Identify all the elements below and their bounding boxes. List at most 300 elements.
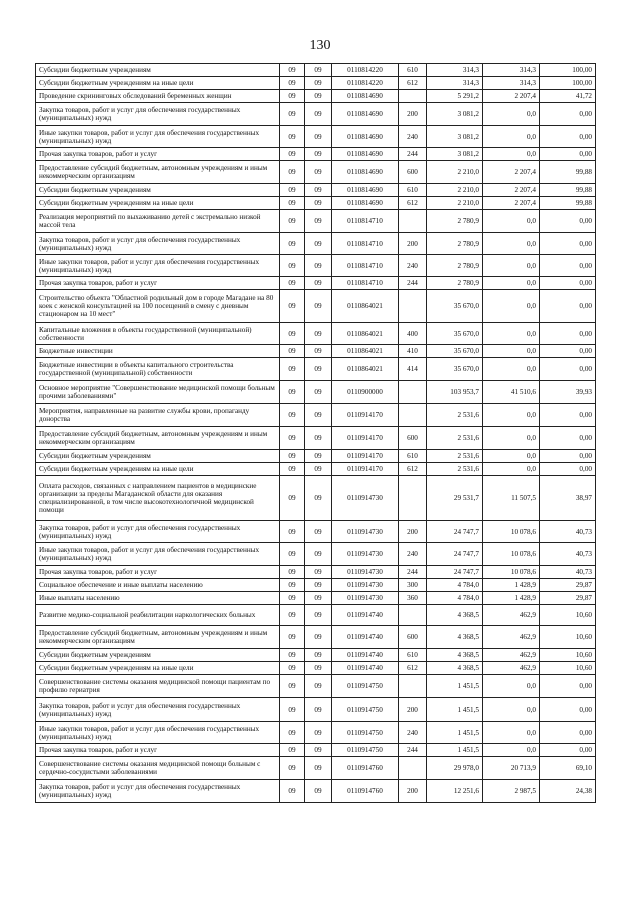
row-subsection: 09 [305,358,332,381]
row-planned-amount: 29 531,7 [427,476,483,521]
row-planned-amount: 1 451,5 [427,675,483,698]
table-row [36,161,596,184]
table-row [36,277,596,290]
row-section: 09 [280,698,305,722]
row-executed-amount: 2 207,4 [483,161,540,184]
table-row [36,698,596,722]
row-section: 09 [280,605,305,626]
row-name: Субсидии бюджетным учреждениям [36,184,280,197]
row-target-article: 0110914730 [332,521,399,543]
row-execution-percent: 100,00 [540,64,596,77]
row-execution-percent: 29,87 [540,579,596,592]
row-name: Социальное обеспечение и иные выплаты населению [36,579,280,592]
row-section: 09 [280,197,305,210]
row-executed-amount: 2 207,4 [483,90,540,103]
row-target-article: 0110914170 [332,450,399,463]
row-executed-amount: 1 428,9 [483,579,540,592]
row-target-article: 0110914760 [332,757,399,780]
row-target-article: 0110814690 [332,161,399,184]
row-expense-type: 414 [399,358,427,381]
row-section: 09 [280,233,305,255]
row-planned-amount: 2 780,9 [427,210,483,233]
row-planned-amount: 2 210,0 [427,197,483,210]
table-row [36,148,596,161]
row-section: 09 [280,255,305,277]
table-row [36,184,596,197]
row-planned-amount: 4 368,5 [427,662,483,675]
row-target-article: 0110914730 [332,476,399,521]
row-execution-percent: 99,88 [540,197,596,210]
row-executed-amount: 0,0 [483,427,540,450]
row-execution-percent: 0,00 [540,463,596,476]
row-execution-percent: 10,60 [540,662,596,675]
row-section: 09 [280,277,305,290]
row-expense-type: 410 [399,345,427,358]
row-executed-amount: 2 207,4 [483,197,540,210]
row-planned-amount: 314,3 [427,64,483,77]
table-row [36,744,596,757]
row-target-article: 0110814710 [332,210,399,233]
row-execution-percent: 40,73 [540,566,596,579]
row-execution-percent: 29,87 [540,592,596,605]
row-subsection: 09 [305,450,332,463]
row-expense-type [399,605,427,626]
row-execution-percent: 0,00 [540,675,596,698]
row-name: Субсидии бюджетным учреждениям [36,450,280,463]
row-execution-percent: 10,60 [540,626,596,649]
row-target-article: 0110864021 [332,290,399,323]
row-subsection: 09 [305,626,332,649]
row-expense-type [399,210,427,233]
row-execution-percent: 38,97 [540,476,596,521]
row-execution-percent: 39,93 [540,381,596,404]
row-section: 09 [280,476,305,521]
table-row [36,233,596,255]
row-name: Прочая закупка товаров, работ и услуг [36,566,280,579]
row-section: 09 [280,148,305,161]
row-executed-amount: 0,0 [483,148,540,161]
row-subsection: 09 [305,277,332,290]
row-planned-amount: 4 368,5 [427,605,483,626]
row-executed-amount: 1 428,9 [483,592,540,605]
row-execution-percent: 0,00 [540,722,596,744]
row-subsection: 09 [305,463,332,476]
row-target-article: 0110814710 [332,277,399,290]
table-row [36,592,596,605]
row-section: 09 [280,543,305,566]
row-expense-type: 612 [399,197,427,210]
row-name: Предоставление субсидий бюджетным, автономным учреждениям и иным некоммерческим организациям [36,626,280,649]
row-executed-amount: 10 078,6 [483,543,540,566]
row-expense-type: 244 [399,148,427,161]
row-executed-amount: 462,9 [483,605,540,626]
row-expense-type: 200 [399,698,427,722]
row-executed-amount: 0,0 [483,103,540,126]
row-execution-percent: 10,60 [540,605,596,626]
row-target-article: 0110914740 [332,662,399,675]
row-expense-type [399,675,427,698]
row-section: 09 [280,77,305,90]
row-executed-amount: 0,0 [483,277,540,290]
row-section: 09 [280,626,305,649]
row-subsection: 09 [305,255,332,277]
row-execution-percent: 0,00 [540,255,596,277]
row-name: Проведение скрининговых обследований беременных женщин [36,90,280,103]
row-subsection: 09 [305,290,332,323]
row-expense-type [399,381,427,404]
row-executed-amount: 462,9 [483,649,540,662]
row-target-article: 0110814220 [332,77,399,90]
row-expense-type: 244 [399,277,427,290]
table-row [36,381,596,404]
row-execution-percent: 0,00 [540,290,596,323]
row-planned-amount: 2 531,6 [427,450,483,463]
row-subsection: 09 [305,161,332,184]
row-executed-amount: 2 207,4 [483,184,540,197]
row-target-article: 0110864021 [332,323,399,345]
row-name: Строительство объекта "Областной родильный дом в городе Магадане на 80 коек с женской консультацией на 100 посещений в смену с дневным стационаром на 10 мест" [36,290,280,323]
row-name: Предоставление субсидий бюджетным, автономным учреждениям и иным некоммерческим организациям [36,427,280,450]
row-executed-amount: 0,0 [483,233,540,255]
row-target-article: 0110900000 [332,381,399,404]
row-execution-percent: 69,10 [540,757,596,780]
row-executed-amount: 10 078,6 [483,521,540,543]
row-name: Бюджетные инвестиции [36,345,280,358]
row-planned-amount: 3 081,2 [427,148,483,161]
table-row [36,323,596,345]
row-executed-amount: 20 713,9 [483,757,540,780]
row-planned-amount: 2 780,9 [427,277,483,290]
row-subsection: 09 [305,148,332,161]
row-expense-type: 200 [399,521,427,543]
row-planned-amount: 2 780,9 [427,233,483,255]
row-target-article: 0110814710 [332,255,399,277]
row-expense-type [399,90,427,103]
table-row [36,579,596,592]
table-row [36,780,596,803]
row-subsection: 09 [305,77,332,90]
row-expense-type: 200 [399,233,427,255]
row-subsection: 09 [305,184,332,197]
table-row [36,404,596,427]
row-planned-amount: 4 784,0 [427,579,483,592]
row-expense-type: 200 [399,780,427,803]
row-expense-type: 200 [399,103,427,126]
row-executed-amount: 0,0 [483,404,540,427]
table-row [36,290,596,323]
row-planned-amount: 4 368,5 [427,626,483,649]
row-executed-amount: 0,0 [483,210,540,233]
row-target-article: 0110914740 [332,605,399,626]
row-target-article: 0110814220 [332,64,399,77]
row-name: Оплата расходов, связанных с направлением пациентов в медицинские организации за пределы Магаданской области для оказания специализированной, в том числе высокотехнологичной медицинской помощи [36,476,280,521]
row-planned-amount: 35 670,0 [427,345,483,358]
row-subsection: 09 [305,323,332,345]
row-name: Субсидии бюджетным учреждениям на иные цели [36,662,280,675]
row-section: 09 [280,722,305,744]
row-execution-percent: 99,88 [540,184,596,197]
row-expense-type: 612 [399,463,427,476]
table-row [36,662,596,675]
row-section: 09 [280,427,305,450]
row-planned-amount: 2 531,6 [427,427,483,450]
row-planned-amount: 5 291,2 [427,90,483,103]
row-subsection: 09 [305,744,332,757]
row-name: Иные закупки товаров, работ и услуг для обеспечения государственных (муниципальных) нужд [36,543,280,566]
table-row [36,90,596,103]
row-planned-amount: 24 747,7 [427,521,483,543]
row-subsection: 09 [305,197,332,210]
row-section: 09 [280,404,305,427]
row-name: Субсидии бюджетным учреждениям на иные цели [36,463,280,476]
row-executed-amount: 41 510,6 [483,381,540,404]
row-executed-amount: 0,0 [483,744,540,757]
row-expense-type: 612 [399,77,427,90]
row-target-article: 0110814690 [332,103,399,126]
row-expense-type: 240 [399,543,427,566]
row-target-article: 0110814690 [332,90,399,103]
row-name: Закупка товаров, работ и услуг для обеспечения государственных (муниципальных) нужд [36,103,280,126]
row-target-article: 0110814690 [332,197,399,210]
row-execution-percent: 0,00 [540,210,596,233]
row-expense-type: 240 [399,255,427,277]
row-expense-type: 610 [399,64,427,77]
table-row [36,255,596,277]
row-expense-type: 600 [399,427,427,450]
row-executed-amount: 314,3 [483,77,540,90]
row-name: Мероприятия, направленные на развитие службы крови, пропаганду донорства [36,404,280,427]
row-expense-type: 240 [399,126,427,148]
row-expense-type [399,757,427,780]
table-row [36,345,596,358]
row-subsection: 09 [305,345,332,358]
row-planned-amount: 24 747,7 [427,543,483,566]
row-expense-type [399,404,427,427]
row-execution-percent: 41,72 [540,90,596,103]
row-expense-type: 360 [399,592,427,605]
table-row [36,722,596,744]
row-executed-amount: 2 987,5 [483,780,540,803]
row-name: Совершенствование системы оказания медицинской помощи пациентам по профилю гериатрия [36,675,280,698]
row-section: 09 [280,675,305,698]
row-executed-amount: 0,0 [483,675,540,698]
row-subsection: 09 [305,521,332,543]
row-name: Иные закупки товаров, работ и услуг для обеспечения государственных (муниципальных) нужд [36,255,280,277]
row-section: 09 [280,210,305,233]
row-section: 09 [280,323,305,345]
row-target-article: 0110914730 [332,543,399,566]
row-target-article: 0110814690 [332,148,399,161]
row-execution-percent: 0,00 [540,345,596,358]
row-planned-amount: 12 251,6 [427,780,483,803]
row-section: 09 [280,161,305,184]
row-planned-amount: 2 210,0 [427,161,483,184]
row-expense-type: 244 [399,744,427,757]
row-target-article: 0110814690 [332,184,399,197]
row-expense-type [399,290,427,323]
row-section: 09 [280,126,305,148]
row-section: 09 [280,463,305,476]
table-row [36,450,596,463]
row-subsection: 09 [305,64,332,77]
row-execution-percent: 10,60 [540,649,596,662]
row-name: Закупка товаров, работ и услуг для обеспечения государственных (муниципальных) нужд [36,521,280,543]
row-section: 09 [280,566,305,579]
table-row [36,521,596,543]
row-name: Субсидии бюджетным учреждениям на иные цели [36,77,280,90]
row-subsection: 09 [305,427,332,450]
row-executed-amount: 11 507,5 [483,476,540,521]
row-target-article: 0110814690 [332,126,399,148]
row-expense-type: 610 [399,450,427,463]
row-section: 09 [280,579,305,592]
table-row [36,649,596,662]
row-executed-amount: 0,0 [483,463,540,476]
row-expense-type: 600 [399,626,427,649]
row-executed-amount: 0,0 [483,345,540,358]
row-expense-type: 240 [399,722,427,744]
row-target-article: 0110914730 [332,579,399,592]
row-subsection: 09 [305,126,332,148]
row-target-article: 0110914170 [332,404,399,427]
row-execution-percent: 40,73 [540,543,596,566]
row-subsection: 09 [305,649,332,662]
row-executed-amount: 0,0 [483,450,540,463]
row-target-article: 0110864021 [332,345,399,358]
row-name: Бюджетные инвестиции в объекты капитального строительства государственной (муниципальной) собственности [36,358,280,381]
row-subsection: 09 [305,579,332,592]
row-subsection: 09 [305,404,332,427]
row-name: Реализация мероприятий по выхаживанию детей с экстремально низкой массой тела [36,210,280,233]
row-expense-type: 400 [399,323,427,345]
row-target-article: 0110914750 [332,698,399,722]
row-target-article: 0110864021 [332,358,399,381]
row-planned-amount: 2 531,6 [427,463,483,476]
row-execution-percent: 0,00 [540,358,596,381]
row-executed-amount: 10 078,6 [483,566,540,579]
row-planned-amount: 35 670,0 [427,290,483,323]
table-row [36,77,596,90]
row-subsection: 09 [305,103,332,126]
row-execution-percent: 0,00 [540,103,596,126]
row-execution-percent: 0,00 [540,277,596,290]
table-row [36,64,596,77]
table-row [36,463,596,476]
row-name: Совершенствование системы оказания медицинской помощи больным с сердечно-сосудистыми заболеваниями [36,757,280,780]
row-target-article: 0110914170 [332,463,399,476]
row-section: 09 [280,290,305,323]
row-execution-percent: 24,38 [540,780,596,803]
row-planned-amount: 4 784,0 [427,592,483,605]
table-row [36,358,596,381]
row-section: 09 [280,90,305,103]
row-section: 09 [280,103,305,126]
row-planned-amount: 4 368,5 [427,649,483,662]
row-name: Закупка товаров, работ и услуг для обеспечения государственных (муниципальных) нужд [36,698,280,722]
row-executed-amount: 0,0 [483,722,540,744]
row-name: Иные закупки товаров, работ и услуг для обеспечения государственных (муниципальных) нужд [36,126,280,148]
row-executed-amount: 0,0 [483,255,540,277]
row-section: 09 [280,757,305,780]
row-executed-amount: 0,0 [483,698,540,722]
row-execution-percent: 0,00 [540,427,596,450]
row-planned-amount: 2 210,0 [427,184,483,197]
table-row [36,605,596,626]
row-section: 09 [280,521,305,543]
row-subsection: 09 [305,605,332,626]
row-execution-percent: 0,00 [540,698,596,722]
row-planned-amount: 3 081,2 [427,126,483,148]
row-target-article: 0110914730 [332,592,399,605]
row-name: Иные закупки товаров, работ и услуг для обеспечения государственных (муниципальных) нужд [36,722,280,744]
table-row [36,210,596,233]
row-execution-percent: 40,73 [540,521,596,543]
row-subsection: 09 [305,210,332,233]
row-target-article: 0110914750 [332,744,399,757]
row-section: 09 [280,592,305,605]
row-subsection: 09 [305,780,332,803]
table-row [36,427,596,450]
row-name: Иные выплаты населению [36,592,280,605]
table-row [36,543,596,566]
row-execution-percent: 0,00 [540,450,596,463]
row-section: 09 [280,780,305,803]
row-execution-percent: 0,00 [540,404,596,427]
row-section: 09 [280,450,305,463]
row-expense-type: 612 [399,662,427,675]
row-target-article: 0110914740 [332,649,399,662]
row-name: Субсидии бюджетным учреждениям [36,649,280,662]
row-target-article: 0110914740 [332,626,399,649]
row-name: Капитальные вложения в объекты государственной (муниципальной) собственности [36,323,280,345]
row-expense-type: 610 [399,649,427,662]
row-expense-type: 300 [399,579,427,592]
row-subsection: 09 [305,381,332,404]
row-executed-amount: 0,0 [483,323,540,345]
row-executed-amount: 462,9 [483,626,540,649]
row-section: 09 [280,184,305,197]
table-row [36,476,596,521]
row-name: Закупка товаров, работ и услуг для обеспечения государственных (муниципальных) нужд [36,780,280,803]
row-name: Предоставление субсидий бюджетным, автономным учреждениям и иным некоммерческим организациям [36,161,280,184]
row-execution-percent: 0,00 [540,744,596,757]
row-name: Прочая закупка товаров, работ и услуг [36,148,280,161]
row-section: 09 [280,345,305,358]
row-subsection: 09 [305,543,332,566]
row-expense-type: 600 [399,161,427,184]
table-row [36,626,596,649]
row-section: 09 [280,649,305,662]
row-planned-amount: 35 670,0 [427,323,483,345]
table-body [36,64,596,803]
row-section: 09 [280,64,305,77]
row-subsection: 09 [305,662,332,675]
row-subsection: 09 [305,757,332,780]
table-row [36,566,596,579]
row-planned-amount: 24 747,7 [427,566,483,579]
row-target-article: 0110914750 [332,722,399,744]
row-subsection: 09 [305,698,332,722]
row-section: 09 [280,662,305,675]
row-name: Субсидии бюджетным учреждениям [36,64,280,77]
row-target-article: 0110914750 [332,675,399,698]
row-expense-type: 610 [399,184,427,197]
row-execution-percent: 0,00 [540,126,596,148]
row-name: Основное мероприятие "Совершенствование медицинской помощи больным прочими заболеваниями" [36,381,280,404]
table-row [36,126,596,148]
table-row [36,757,596,780]
row-planned-amount: 1 451,5 [427,698,483,722]
